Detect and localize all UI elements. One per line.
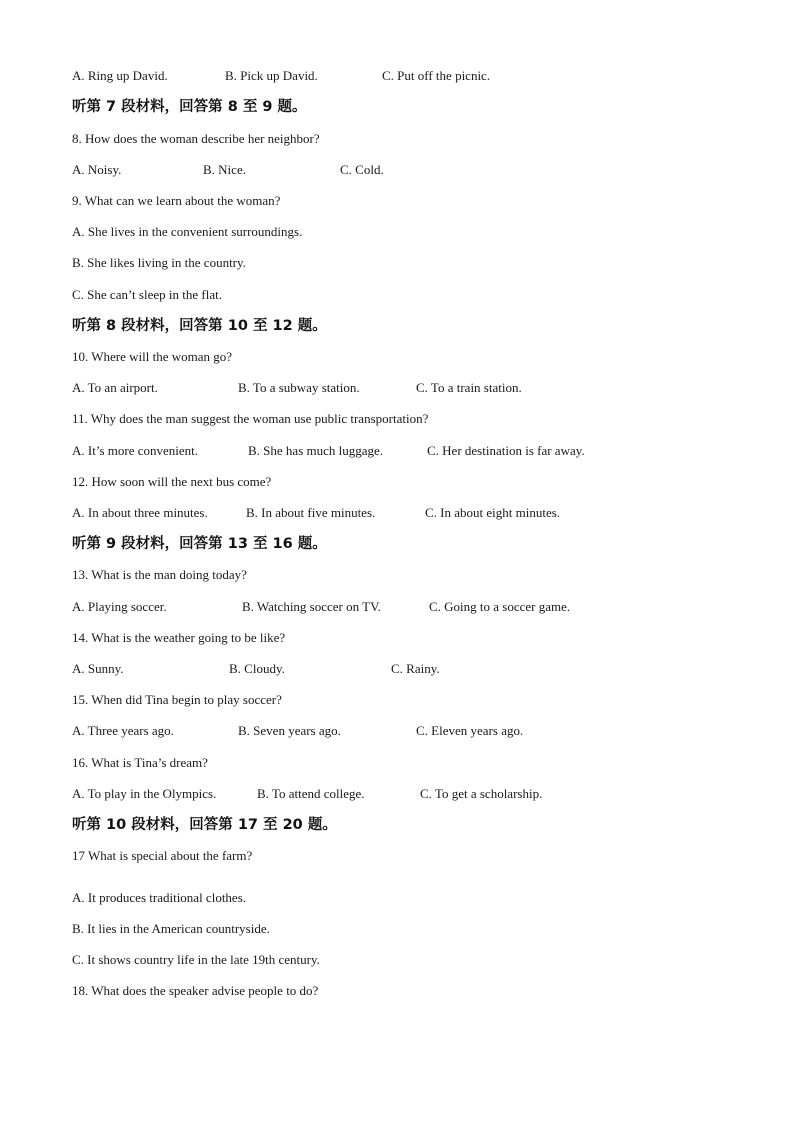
question-8: 8. How does the woman describe her neighbor? — [72, 131, 320, 146]
q15-option-c: C. Eleven years ago. — [416, 723, 524, 738]
q16-option-a: A. To play in the Olympics. — [72, 786, 217, 801]
section-heading-10: 听第 10 段材料，回答第 17 至 20 题。 — [72, 817, 337, 833]
q10-option-a: A. To an airport. — [72, 380, 158, 395]
q7-option-a: A. Ring up David. — [72, 68, 168, 83]
question-13: 13. What is the man doing today? — [72, 567, 247, 582]
q8-option-c: C. Cold. — [340, 162, 384, 177]
q14-option-a: A. Sunny. — [72, 661, 124, 676]
q10-option-b: B. To a subway station. — [238, 380, 360, 395]
question-17: 17 What is special about the farm? — [72, 848, 253, 863]
q17-option-c: C. It shows country life in the late 19th century. — [72, 952, 320, 967]
q13-option-a: A. Playing soccer. — [72, 599, 167, 614]
q16-option-b: B. To attend college. — [257, 786, 365, 801]
q12-option-a: A. In about three minutes. — [72, 505, 208, 520]
q13-option-c: C. Going to a soccer game. — [429, 599, 571, 614]
q15-option-a: A. Three years ago. — [72, 723, 174, 738]
q9-option-b: B. She likes living in the country. — [72, 255, 246, 270]
q7-option-b: B. Pick up David. — [225, 68, 318, 83]
q11-option-b: B. She has much luggage. — [248, 443, 384, 458]
q10-option-c: C. To a train station. — [416, 380, 522, 395]
question-10: 10. Where will the woman go? — [72, 349, 233, 364]
question-15: 15. When did Tina begin to play soccer? — [72, 692, 282, 707]
q17-option-b: B. It lies in the American countryside. — [72, 921, 270, 936]
question-11: 11. Why does the man suggest the woman use public transportation? — [72, 411, 429, 426]
section-heading-7: 听第 7 段材料，回答第 8 至 9 题。 — [72, 99, 307, 115]
question-9: 9. What can we learn about the woman? — [72, 193, 281, 208]
q8-option-a: A. Noisy. — [72, 162, 122, 177]
q9-option-a: A. She lives in the convenient surroundings. — [72, 224, 303, 239]
question-14: 14. What is the weather going to be like? — [72, 630, 286, 645]
section-heading-9: 听第 9 段材料，回答第 13 至 16 题。 — [72, 536, 327, 552]
q8-option-b: B. Nice. — [203, 162, 246, 177]
q14-option-b: B. Cloudy. — [229, 661, 285, 676]
q15-option-b: B. Seven years ago. — [238, 723, 341, 738]
q14-option-c: C. Rainy. — [391, 661, 440, 676]
q9-option-c: C. She can’t sleep in the flat. — [72, 287, 222, 302]
q13-option-b: B. Watching soccer on TV. — [242, 599, 382, 614]
q16-option-c: C. To get a scholarship. — [420, 786, 543, 801]
question-16: 16. What is Tina’s dream? — [72, 755, 208, 770]
q17-option-a: A. It produces traditional clothes. — [72, 890, 247, 905]
q12-option-b: B. In about five minutes. — [246, 505, 376, 520]
section-heading-8: 听第 8 段材料，回答第 10 至 12 题。 — [72, 318, 327, 334]
q11-option-a: A. It’s more convenient. — [72, 443, 198, 458]
question-18: 18. What does the speaker advise people to do? — [72, 983, 319, 998]
q11-option-c: C. Her destination is far away. — [427, 443, 585, 458]
q12-option-c: C. In about eight minutes. — [425, 505, 561, 520]
question-12: 12. How soon will the next bus come? — [72, 474, 272, 489]
q7-option-c: C. Put off the picnic. — [382, 68, 491, 83]
